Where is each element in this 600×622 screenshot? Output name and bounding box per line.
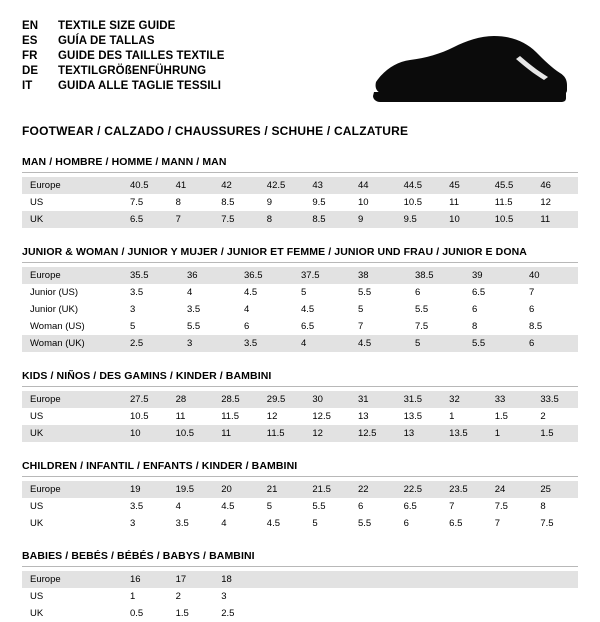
row-label: Junior (UK) [30,304,79,315]
size-cell: 5.5 [415,304,429,315]
size-cell-empty [259,571,305,588]
group-divider [22,476,578,477]
size-table-body [22,267,578,352]
size-cell: 5.5 [312,501,326,512]
size-cell: 11.5 [221,411,239,422]
size-cell: 8 [259,211,305,228]
size-cell: 6 [244,321,250,332]
table-row [22,515,578,532]
size-cell: 4.5 [266,518,280,529]
size-cell: 36 [179,267,236,284]
group-title: CHILDREN / INFANTIL / ENFANTS / KINDER / BAMBINI [22,460,298,472]
size-cell: 38 [350,267,407,284]
size-cell: 33.5 [532,391,578,408]
size-cell: 42 [213,177,259,194]
size-cell: 42.5 [259,177,305,194]
size-table-body [22,391,578,442]
size-cell: 7 [494,518,501,529]
table-row [22,391,578,408]
group-divider [22,386,578,387]
size-cell: 3.5 [130,501,144,512]
group-title: JUNIOR & WOMAN / JUNIOR Y MUJER / JUNIOR ET FEMME / JUNIOR UND FRAU / JUNIOR E DONA [22,246,527,258]
row-label: Woman (UK) [22,335,122,352]
size-cell-empty [304,571,350,588]
size-cell: 40.5 [122,177,168,194]
size-cell: 3 [221,591,227,602]
size-cell: 7 [449,501,455,512]
size-cell: 35.5 [122,267,179,284]
size-cell-empty [350,571,396,588]
size-cell: 44.5 [396,177,442,194]
size-cell: 8 [472,321,478,332]
size-cell: 12.5 [312,411,331,422]
group-divider [22,172,578,173]
language-titles [22,18,225,93]
language-code: EN [22,19,39,32]
size-cell: 4 [175,501,181,512]
size-cell: 11 [449,197,460,208]
size-cell: 45 [441,177,487,194]
size-cell-empty [396,588,442,605]
row-label: US [30,197,44,208]
size-cell-empty [259,588,305,605]
size-cell: 4.5 [350,335,407,352]
language-title: TEXTILGRÖßENFÜHRUNG [58,64,207,77]
table-row [22,588,578,605]
size-cell: 33 [487,391,533,408]
language-title: TEXTILE SIZE GUIDE [58,19,176,32]
row-label: Junior (US) [30,287,79,298]
table-row [22,481,578,498]
size-cell-empty [304,588,350,605]
size-cell: 31 [350,391,396,408]
category-title: FOOTWEAR / CALZADO / CHAUSSURES / SCHUHE / CALZATURE [22,124,409,138]
size-cell: 8.5 [529,321,543,332]
size-group-kids [22,370,578,442]
size-cell-empty [441,605,487,622]
size-group-children [22,460,578,532]
size-cell: 12 [304,425,350,442]
size-cell: 3.5 [130,287,144,298]
size-cell-empty [532,571,578,588]
size-cell: 31.5 [396,391,442,408]
size-cell: 6 [415,287,421,298]
size-cell: 17 [168,571,214,588]
size-cell: 3 [130,518,136,529]
table-row [22,425,578,442]
row-label: UK [30,608,44,619]
size-cell: 22.5 [396,481,442,498]
table-row [22,335,578,352]
size-cell: 32 [441,391,487,408]
size-cell-empty [259,605,305,622]
size-cell-empty [532,588,578,605]
size-group-man [22,156,578,228]
language-titles-body [22,18,225,93]
size-cell: 3.5 [175,518,189,529]
table-row [22,571,578,588]
size-cell-empty [487,571,533,588]
size-cell: 7 [529,287,535,298]
size-cell: 38.5 [407,267,464,284]
size-cell: 5 [312,518,318,529]
size-cell: 12.5 [350,425,396,442]
size-cell: 10.5 [403,197,423,208]
size-cell-empty [441,571,487,588]
size-table-children [22,481,578,532]
size-cell: 41 [168,177,214,194]
language-row [22,78,225,93]
size-table-junior-woman [22,267,578,352]
size-cell: 9 [266,197,273,208]
size-cell-empty [304,605,350,622]
size-cell-empty [396,605,442,622]
size-cell-empty [532,605,578,622]
table-row [22,267,578,284]
size-cell: 22 [350,481,396,498]
row-label: US [30,591,44,602]
size-cell: 40 [521,267,578,284]
size-cell: 2 [175,591,181,602]
size-cell: 43 [304,177,350,194]
size-cell: 2.5 [221,608,235,619]
size-table-body [22,571,578,622]
size-cell: 30 [304,391,350,408]
language-row [22,48,225,63]
table-row [22,408,578,425]
size-cell: 7 [358,321,364,332]
size-cell: 7 [168,211,214,228]
size-cell: 5.5 [464,335,521,352]
size-cell: 10.5 [487,211,533,228]
size-table-body [22,177,578,228]
size-cell: 4 [244,304,250,315]
language-row [22,18,225,33]
size-table-man [22,177,578,228]
size-cell: 3.5 [187,304,201,315]
size-cell: 13 [357,411,369,422]
row-label: Europe [22,571,122,588]
size-cell: 24 [487,481,533,498]
size-cell: 5 [407,335,464,352]
size-cell: 6 [521,335,578,352]
size-table-babies [22,571,578,622]
size-cell: 21.5 [304,481,350,498]
size-cell: 3 [179,335,236,352]
size-cell: 10 [122,425,168,442]
row-label: Europe [22,177,122,194]
size-cell: 11.5 [259,425,305,442]
group-title: KIDS / NIÑOS / DES GAMINS / KINDER / BAMBINI [22,370,272,382]
size-cell: 4.5 [221,501,235,512]
size-cell: 23.5 [441,481,487,498]
size-cell: 11.5 [494,197,513,208]
size-cell: 46 [532,177,578,194]
size-cell: 1.5 [532,425,578,442]
language-code: IT [22,79,33,92]
language-row [22,63,225,78]
size-cell: 13.5 [403,411,423,422]
row-label: UK [22,425,122,442]
size-group-junior-woman [22,246,578,352]
size-cell: 37.5 [293,267,350,284]
size-cell: 29.5 [259,391,305,408]
size-cell: 10 [357,197,369,208]
language-title: GUIDA ALLE TAGLIE TESSILI [58,79,222,92]
table-row [22,318,578,335]
row-label: Europe [22,481,122,498]
size-cell: 25 [532,481,578,498]
size-cell: 7.5 [494,501,508,512]
size-cell: 7.5 [130,197,144,208]
size-cell: 6.5 [472,287,486,298]
size-cell: 9.5 [396,211,442,228]
size-cell: 27.5 [122,391,168,408]
size-cell: 7.5 [540,518,554,529]
size-cell: 5 [358,304,364,315]
size-cell: 4 [221,518,227,529]
size-cell: 1.5 [494,411,508,422]
table-row [22,194,578,211]
size-cell: 19.5 [168,481,214,498]
size-cell: 39 [464,267,521,284]
size-cell: 0.5 [130,608,144,619]
size-cell: 5 [130,321,136,332]
size-cell: 8 [175,197,181,208]
size-cell: 1 [449,411,455,422]
group-title: MAN / HOMBRE / HOMME / MANN / MAN [22,156,227,168]
size-cell: 7.5 [415,321,429,332]
size-cell: 19 [122,481,168,498]
table-row [22,284,578,301]
group-divider [22,566,578,567]
size-cell: 20 [213,481,259,498]
size-cell-empty [350,588,396,605]
size-cell: 1.5 [175,608,189,619]
size-cell: 5.5 [358,287,372,298]
size-cell: 1 [487,425,533,442]
size-cell: 4.5 [301,304,315,315]
size-cell-empty [396,571,442,588]
size-cell: 36.5 [236,267,293,284]
size-cell-empty [350,605,396,622]
size-cell: 8.5 [221,197,235,208]
size-cell: 4.5 [244,287,258,298]
size-cell: 5.5 [357,518,372,529]
size-cell: 1 [130,591,136,602]
size-table-body [22,481,578,532]
size-cell: 5 [266,501,273,512]
size-group-babies [22,550,578,622]
size-cell: 11 [175,411,186,422]
size-cell: 6.5 [403,501,417,512]
size-cell: 2 [540,411,546,422]
size-cell: 45.5 [487,177,533,194]
group-divider [22,262,578,263]
size-cell: 12 [266,411,278,422]
row-label: UK [30,518,44,529]
size-cell: 9 [350,211,396,228]
size-cell: 13.5 [441,425,487,442]
size-cell: 3.5 [236,335,293,352]
size-cell: 5.5 [187,321,201,332]
size-cell: 6 [529,304,535,315]
size-cell: 11 [532,211,578,228]
row-label: Europe [22,267,122,284]
size-cell: 10.5 [168,425,214,442]
size-cell: 12 [540,197,551,208]
language-row [22,33,225,48]
size-cell: 3 [130,304,136,315]
row-label: UK [22,211,122,228]
size-cell: 9.5 [312,197,326,208]
row-label: US [30,501,44,512]
size-cell-empty [441,588,487,605]
size-cell: 7.5 [213,211,259,228]
size-cell: 4 [293,335,350,352]
size-cell-empty [487,588,533,605]
size-cell: 6.5 [122,211,168,228]
size-cell: 18 [213,571,259,588]
table-row [22,498,578,515]
size-cell: 8 [540,501,546,512]
row-label: Woman (US) [30,321,85,332]
language-code: ES [22,34,38,47]
table-row [22,301,578,318]
table-row [22,177,578,194]
size-cell: 10 [441,211,487,228]
size-cell: 10.5 [130,411,149,422]
language-code: FR [22,49,38,62]
language-title: GUIDE DES TAILLES TEXTILE [58,49,225,62]
row-label: US [30,411,44,422]
size-cell: 21 [259,481,305,498]
group-title: BABIES / BEBÉS / BÉBÉS / BABYS / BAMBINI [22,550,255,562]
size-cell: 16 [122,571,168,588]
size-cell: 8.5 [304,211,350,228]
size-cell: 6 [403,518,409,529]
language-code: DE [22,64,39,77]
size-table-kids [22,391,578,442]
size-cell: 11 [213,425,259,442]
size-cell: 4 [187,287,193,298]
size-cell: 44 [350,177,396,194]
table-row [22,605,578,622]
size-cell: 6 [357,501,364,512]
table-row [22,211,578,228]
document-header [22,18,578,110]
language-title: GUÍA DE TALLAS [58,34,155,47]
size-cell: 13 [396,425,442,442]
size-cell: 6.5 [449,518,463,529]
size-cell: 28.5 [213,391,259,408]
dress-shoe-icon [370,30,570,110]
row-label: Europe [22,391,122,408]
size-cell: 28 [168,391,214,408]
size-cell: 2.5 [122,335,179,352]
size-cell-empty [487,605,533,622]
size-cell: 6 [472,304,478,315]
size-cell: 5 [301,287,307,298]
size-cell: 6.5 [301,321,315,332]
